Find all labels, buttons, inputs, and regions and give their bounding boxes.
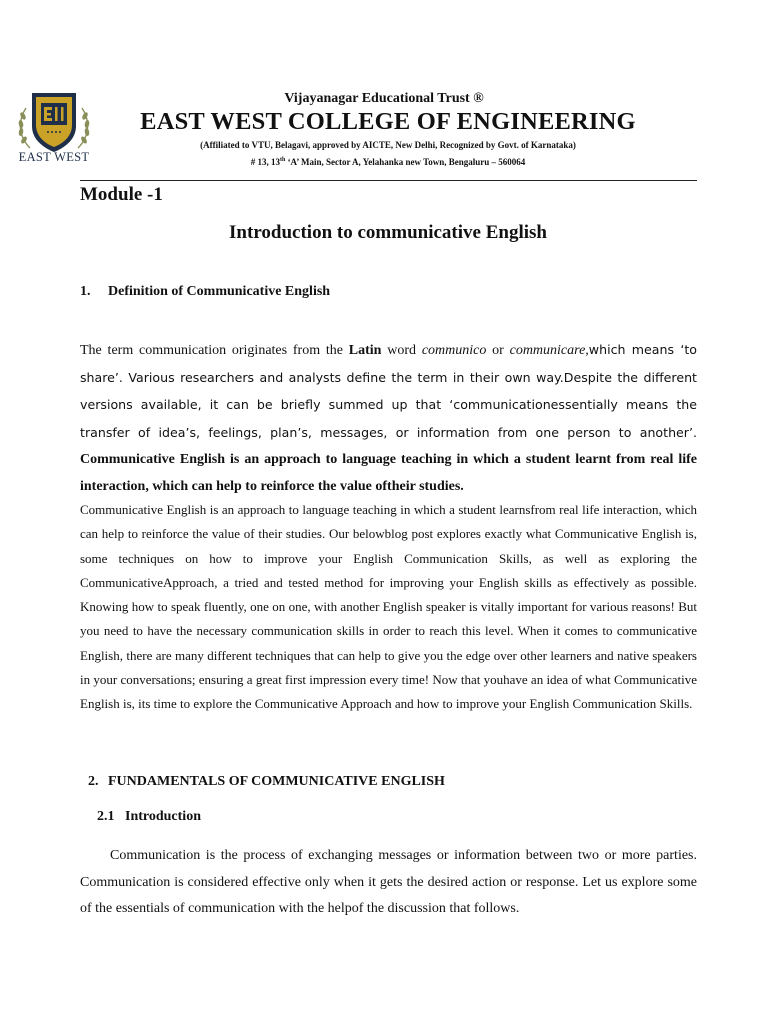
section-2-number: 2. (88, 774, 99, 789)
logo-caption: EAST WEST (18, 150, 90, 164)
para1-latin: Latin (348, 343, 382, 358)
para1-text-4: which means ‘to share’. Various researchers and analysts define the term in their own way.Despite the different versions available, it can be briefly summed up that ‘communicationessentially means the transfer of idea’s, feelings, plan’s, messages, or information from one person to another’. (80, 342, 697, 440)
document-title: Introduction to communicative English (229, 222, 547, 243)
section-1-number: 1. (80, 284, 91, 299)
module-heading: Module -1 (80, 184, 163, 205)
subsection-2-1-heading (97, 809, 201, 825)
para1-bold-statement: Communicative English is an approach to language teaching in which a student learnt from real life interaction, which can help to reinforce the value oftheir studies. (80, 452, 697, 494)
subsection-2-1-number: 2.1 (97, 809, 115, 824)
definition-paragraph (80, 337, 697, 500)
communicative-english-paragraph: Communicative English is an approach to language teaching in which a student learnsfrom real life interaction, which can help to reinforce the value of their studies. Our belowblog post explores exactly what Communicative English is, some techniques on how to improve your English Communication Skills, as well as exploring the CommunicativeApproach, a tried and tested method for improving your English skills as effectively as possible. Knowing how to speak fluently, one on one, with another English speaker is vitally important for various reasons! But you need to have the necessary communication skills in order to reach this level. When it comes to communicative English, there are many different techniques that can help to give you the edge over other learners and native speakers in your conversations; ensuring a great first impression every time! Now that youhave an idea of what Communicative English is, its time to explore the Communicative Approach and how to improve your English Communication Skills. (80, 502, 697, 712)
trust-name: Vijayanagar Educational Trust ® (284, 91, 484, 106)
address-line (0, 157, 768, 167)
para1-text-3: or (486, 343, 510, 358)
header-divider (80, 180, 697, 181)
address-superscript: th (279, 157, 286, 163)
para1-communicare: communicare, (509, 343, 589, 358)
section-2-title: FUNDAMENTALS OF COMMUNICATIVE ENGLISH (108, 774, 445, 789)
section-1-title: Definition of Communicative English (108, 284, 331, 299)
affiliation-line: (Affiliated to VTU, Belagavi, approved by AICTE, New Delhi, Recognized by Govt. of Karnataka) (200, 140, 576, 150)
para1-text-2: word (381, 343, 422, 358)
college-name: EAST WEST COLLEGE OF ENGINEERING (140, 108, 636, 135)
subsection-2-1-title: Introduction (125, 809, 201, 824)
section-2-heading (88, 774, 445, 790)
para1-communico: communico (421, 343, 487, 358)
section-1-heading (80, 284, 330, 300)
address-prefix: # 13, 13 (250, 157, 280, 167)
introduction-paragraph: Communication is the process of exchanging messages or information between two or more parties. Communication is considered effective only when it gets the desired action or response. Let us explore some of the essentials of communication with the helpof the discussion that follows. (80, 848, 697, 916)
address-suffix: ‘A’ Main, Sector A, Yelahanka new Town, Bengaluru – 560064 (285, 157, 526, 167)
para1-text-1: The term communication originates from the (80, 343, 349, 358)
